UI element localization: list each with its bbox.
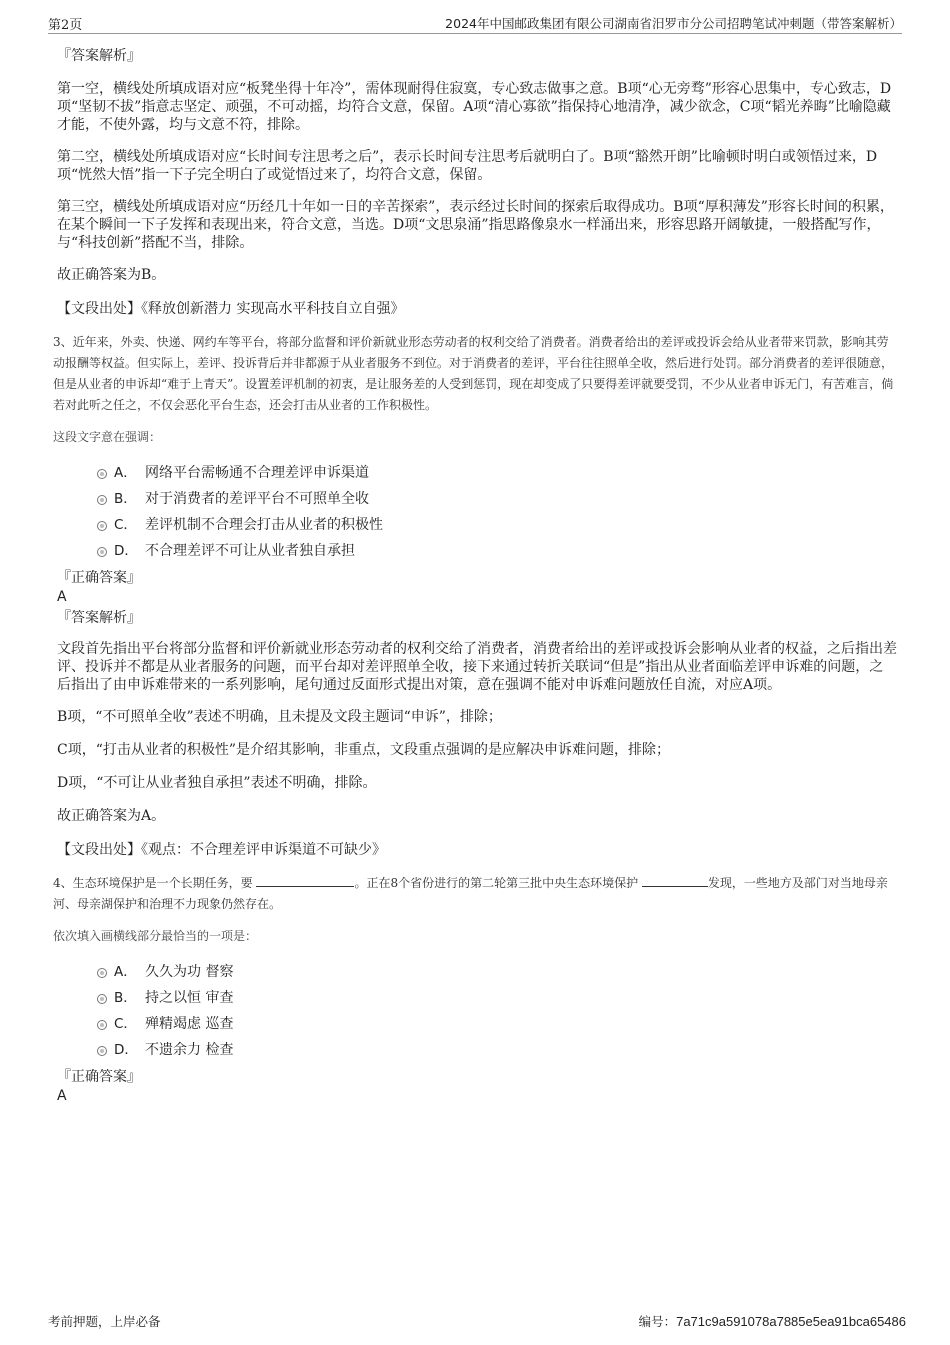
q3-text: 3、近年来，外卖、快递、网约车等平台，将部分监督和评价新就业形态劳动者的权利交给了消费者。消费者给出的差评或投诉会给从业者带来罚款，影响其劳动报酬等权益。但实际上，差评、投诉背后并非都源于从业者服务不到位。对于消费者的差评，平台往往照单全收，然后进行处罚。部分消费者的差评很随意，但是从业者的申诉却“难于上青天”。设置差评机制的初衷，是让服务差的人受到惩罚，现在却变成了只要得差评就要受罚，不少从业者申诉无门，有苦难言，倘若对此听之任之，不仅会恶化平台生态，还会打击从业者的工作积极性。 <box>53 335 894 412</box>
radio-icon[interactable] <box>97 1046 107 1056</box>
q3-analysis-paragraph-2: B项，“不可照单全收”表述不明确，且未提及文段主题词“申诉”，排除； <box>57 709 502 725</box>
page-content <box>53 46 897 1105</box>
q4-options <box>57 959 897 1063</box>
q4-option-a[interactable]: A． 久久为功 督察 <box>57 959 897 985</box>
q2-conclusion: 故正确答案为B。 <box>57 267 166 283</box>
radio-icon[interactable] <box>97 968 107 978</box>
radio-icon[interactable] <box>97 994 107 1004</box>
page-header <box>48 14 902 34</box>
q3-conclusion: 故正确答案为A。 <box>57 808 166 824</box>
q3-answer-label: 『正确答案』 <box>57 570 141 586</box>
radio-icon[interactable] <box>97 521 107 531</box>
q4-prompt: 依次填入画横线部分最恰当的一项是： <box>53 929 258 943</box>
q3-analysis-paragraph-4: D项，“不可让从业者独自承担”表述不明确，排除。 <box>57 775 377 791</box>
q4-option-c[interactable]: C． 殚精竭虑 巡查 <box>57 1011 897 1037</box>
radio-icon[interactable] <box>97 1020 107 1030</box>
fill-blank-2 <box>642 874 708 887</box>
q3-option-a[interactable]: A． 网络平台需畅通不合理差评申诉渠道 <box>57 460 897 486</box>
q3-analysis-label: 『答案解析』 <box>57 610 141 626</box>
q3-analysis-paragraph-3: C项，“打击从业者的积极性”是介绍其影响，非重点，文段重点强调的是应解决申诉难问题，排除； <box>57 742 671 758</box>
q3-option-c[interactable]: C． 差评机制不合理会打击从业者的积极性 <box>57 512 897 538</box>
q2-analysis-paragraph-2: 第二空，横线处所填成语对应“长时间专注思考之后”，表示长时间专注思考后就明白了。B项“豁然开朗”比喻顿时明白或领悟过来，D项“恍然大悟”指一下子完全明白了或觉悟过来了，均符合文意，保留。 <box>57 149 878 183</box>
q3-option-b[interactable]: B． 对于消费者的差评平台不可照单全收 <box>57 486 897 512</box>
q4-option-b[interactable]: B． 持之以恒 审查 <box>57 985 897 1011</box>
q2-analysis-paragraph-3: 第三空，横线处所填成语对应“历经几十年如一日的辛苦探索”，表示经过长时间的探索后取得成功。B项“厚积薄发”形容长时间的积累，在某个瞬间一下子发挥和表现出来，符合文意，当选。D项“文思泉涌”指思路像泉水一样涌出来，形容思路开阔敏捷，一般搭配写作，与“科技创新”搭配不当，排除。 <box>57 199 894 251</box>
q4-answer-label: 『正确答案』 <box>57 1069 141 1085</box>
q2-analysis-label: 『答案解析』 <box>57 48 141 64</box>
q3-options <box>57 460 897 564</box>
document-title: 2024年中国邮政集团有限公司湖南省汨罗市分公司招聘笔试冲刺题（带答案解析） <box>445 16 902 31</box>
q3-analysis-paragraph-1: 文段首先指出平台将部分监督和评价新就业形态劳动者的权利交给了消费者，消费者给出的差评或投诉会影响从业者的权益，之后指出差评、投诉并不都是从业者服务的问题，而平台却对差评照单全收，接下来通过转折关联词“但是”指出从业者面临差评申诉难的问题，之后指出了由申诉难带来的一系列影响，尾句通过反面形式提出对策，意在强调不能对申诉难问题放任自流，对应A项。 <box>57 641 897 693</box>
q2-source: 【文段出处】《释放创新潜力 实现高水平科技自立自强》 <box>57 301 405 317</box>
q4-answer: A <box>57 1088 67 1104</box>
footer-slogan: 考前押题，上岸必备 <box>48 1314 161 1329</box>
q3-answer: A <box>57 589 67 605</box>
radio-icon[interactable] <box>97 495 107 505</box>
fill-blank-1 <box>256 874 354 887</box>
q4-text: 4、生态环境保护是一个长期任务，要 。正在8个省份进行的第二轮第三批中央生态环境保护 发现，一些地方及部门对当地母亲河、母亲湖保护和治理不力现象仍然存在。 <box>53 876 888 911</box>
q4-option-d[interactable]: D． 不遗余力 检查 <box>57 1037 897 1063</box>
radio-icon[interactable] <box>97 469 107 479</box>
q3-source: 【文段出处】《观点：不合理差评申诉渠道不可缺少》 <box>57 842 386 858</box>
q2-analysis-paragraph-1: 第一空，横线处所填成语对应“板凳坐得十年冷”，需体现耐得住寂寞，专心致志做事之意。B项“心无旁骛”形容心思集中，专心致志，D项“坚韧不拔”指意志坚定、顽强，不可动摇，均符合文意，保留。A项“清心寡欲”指保持心地清净，减少欲念，C项“韬光养晦”比喻隐藏才能，不使外露，均与文意不符，排除。 <box>57 81 892 133</box>
q3-option-d[interactable]: D． 不合理差评不可让从业者独自承担 <box>57 538 897 564</box>
page-number: 第2页 <box>48 18 83 33</box>
document-code: 编号：7a71c9a591078a7885e5ea91bca65486 <box>638 1314 906 1329</box>
q3-prompt: 这段文字意在强调： <box>53 430 162 444</box>
radio-icon[interactable] <box>97 547 107 557</box>
